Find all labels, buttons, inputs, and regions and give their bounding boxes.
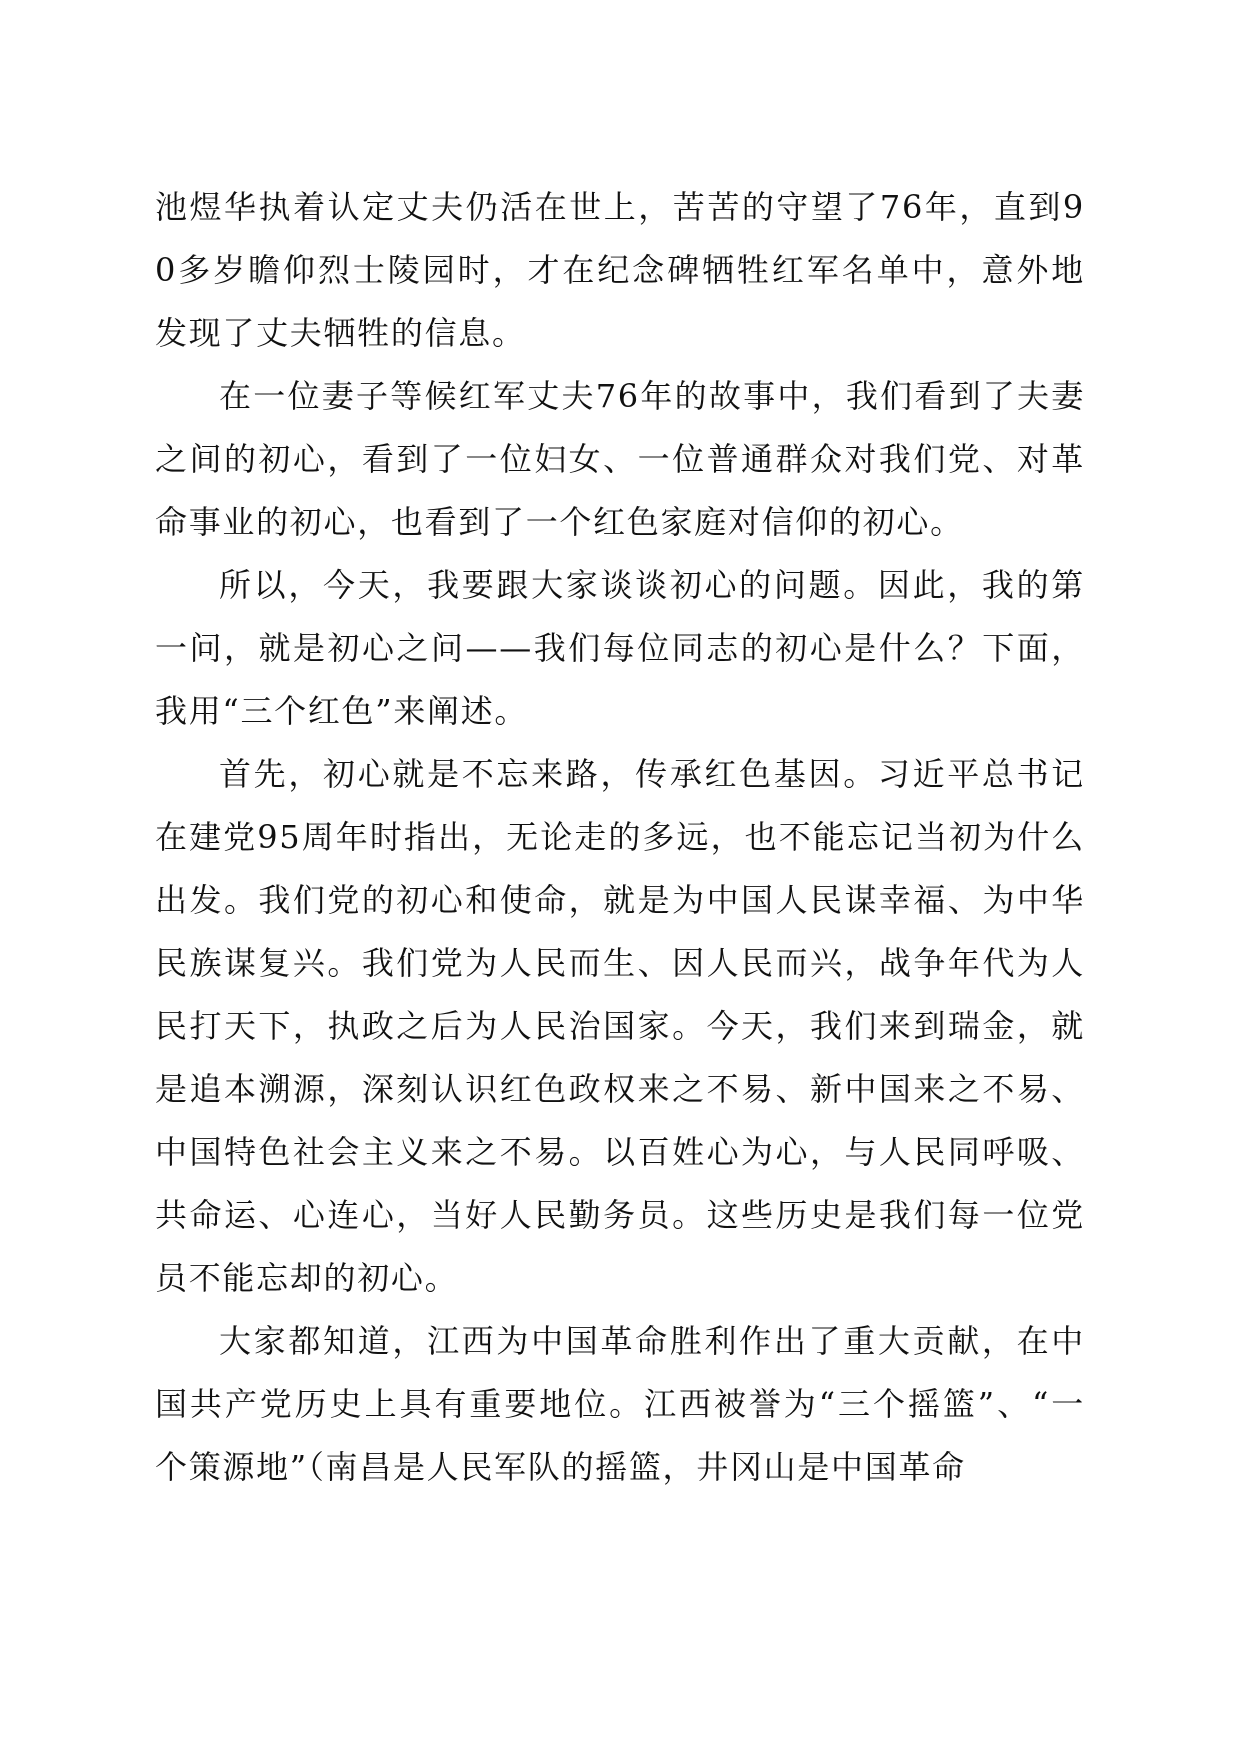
body-text — [155, 176, 1085, 1499]
paragraph-1-continuation: 池煜华执着认定丈夫仍活在世上，苦苦的守望了76年，直到90多岁瞻仰烈士陵园时，才在纪念碑牺牲红军名单中，意外地发现了丈夫牺牲的信息。 — [155, 188, 1085, 352]
paragraph-4: 首先，初心就是不忘来路，传承红色基因。习近平总书记在建党95周年时指出，无论走的多远，也不能忘记当初为什么出发。我们党的初心和使命，就是为中国人民谋幸福、为中华民族谋复兴。我们党为人民而生、因人民而兴，战争年代为人民打天下，执政之后为人民治国家。今天，我们来到瑞金，就是追本溯源，深刻认识红色政权来之不易、新中国来之不易、中国特色社会主义来之不易。以百姓心为心，与人民同呼吸、共命运、心连心，当好人民勤务员。这些历史是我们每一位党员不能忘却的初心。 — [155, 755, 1085, 1297]
paragraph-3: 所以，今天，我要跟大家谈谈初心的问题。因此，我的第一问，就是初心之问——我们每位同志的初心是什么？下面，我用“三个红色”来阐述。 — [155, 566, 1085, 730]
paragraph-5: 大家都知道，江西为中国革命胜利作出了重大贡献，在中国共产党历史上具有重要地位。江西被誉为“三个摇篮”、“一个策源地”（南昌是人民军队的摇篮，井冈山是中国革命 — [155, 1322, 1085, 1486]
paragraph-2: 在一位妻子等候红军丈夫76年的故事中，我们看到了夫妻之间的初心，看到了一位妇女、一位普通群众对我们党、对革命事业的初心，也看到了一个红色家庭对信仰的初心。 — [155, 377, 1085, 541]
